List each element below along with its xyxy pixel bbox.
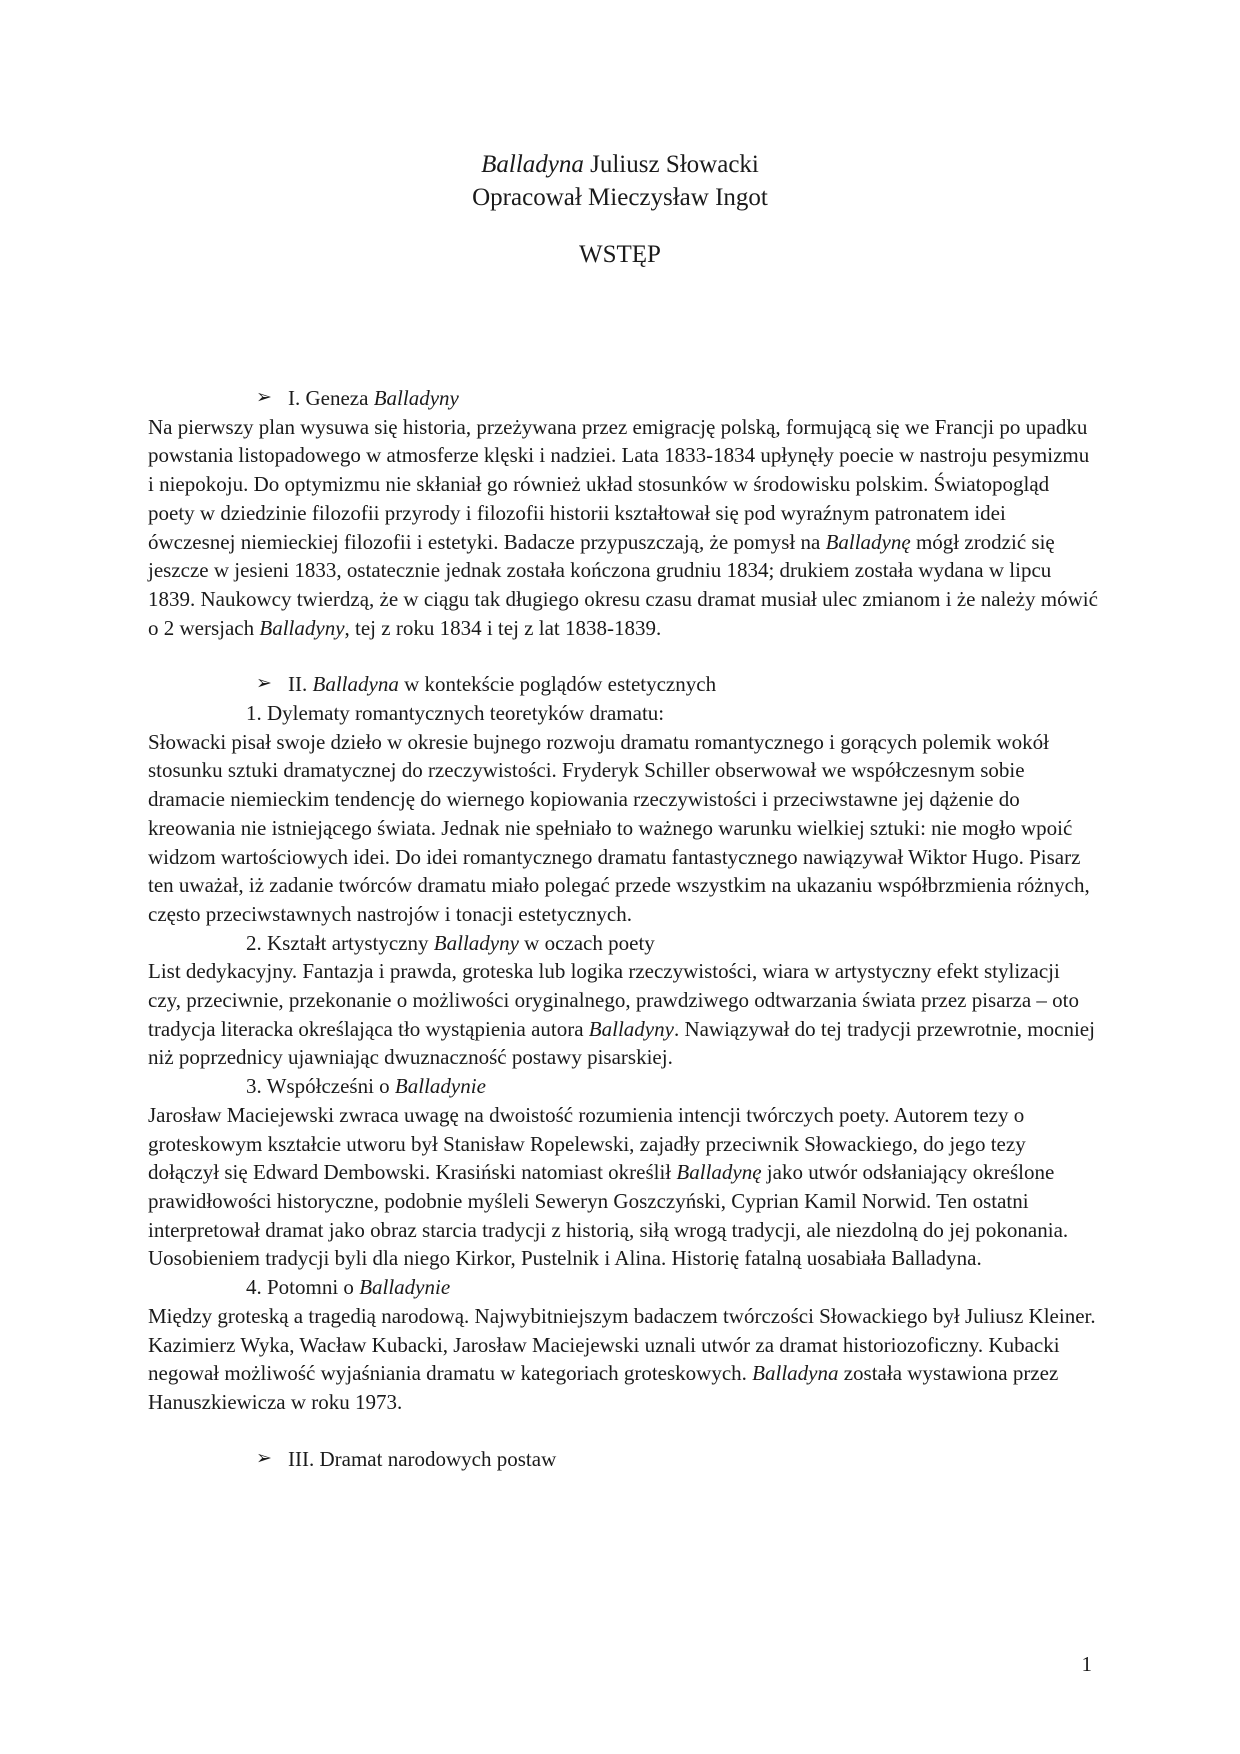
title-author: Juliusz Słowacki (583, 151, 759, 178)
section-heading-text: II. Balladyna w kontekście poglądów estetycznych (288, 672, 717, 697)
document-title (0, 148, 1240, 181)
section-heading-text: I. Geneza Balladyny (288, 386, 459, 410)
subsection-heading-4: 4. Potomni o Balladynie (246, 1275, 451, 1300)
arrowhead-bullet-icon: ➢ (256, 1447, 272, 1469)
arrowhead-bullet-icon: ➢ (256, 673, 272, 695)
subsection-4-paragraph: Między groteską a tragedią narodową. Najwybitniejszym badaczem twórczości Słowackiego był Juliusz Kleiner. Kazimierz Wyka, Wacław Kubacki, Jarosław Maciejewski uznali utwór za dramat historiozoficzny. Kubacki negował możliwość wyjaśniania dramatu w kategoriach groteskowych. Balladyna została wystawiona przez Hanuszkiewicza w roku 1973. (148, 1303, 1096, 1414)
intro-heading: WSTĘP (579, 241, 661, 268)
document-subtitle: Opracował Mieczysław Ingot (472, 184, 768, 211)
section-heading-text: III. Dramat narodowych postaw (288, 1446, 557, 1471)
section-1-paragraph: Na pierwszy plan wysuwa się historia, przeżywana przez emigrację polską, formującą się we Francji po upadku powstania listopadowego w atmosferze klęski i nadziei. Lata 1833-1834 upłynęły poecie w nastroju pesymizmu i niepokoju. Do optymizmu nie skłaniał go również układ stosunków w środowisku polskim. Światopogląd poety w dziedzinie filozofii przyrody i filozofii historii kształtował się pod wyraźnym patronatem idei ówczesnej niemieckiej filozofii i estetyki. Badacze przypuszczają, że pomysł na Balladynę mógł zrodzić się jeszcze w jesieni 1833, ostatecznie jednak została kończona grudniu 1834; drukiem została wydana w lipcu 1839. Naukowcy twierdzą, że w ciągu tak długiego okresu czasu dramat musiał ulec zmianom i że należy mówić o 2 wersjach Balladyny, tej z roku 1834 i tej z lat 1838-1839. (148, 414, 1098, 640)
document-body (148, 384, 1098, 1473)
subsection-2-paragraph: List dedykacyjny. Fantazja i prawda, groteska lub logika rzeczywistości, wiara w artystyczny efekt stylizacji czy, przeciwnie, przekonanie o możliwości oryginalnego, prawdziwego odtwarzania świata przez pisarza – oto tradycja literacka określająca tło wystąpienia autora Balladyny. Nawiązywał do tej tradycji przewrotnie, mocniej niż poprzednicy ujawniając dwuznaczność postawy pisarskiej. (148, 959, 1095, 1070)
page-number: 1 (1081, 1652, 1092, 1676)
title-italic-work: Balladyna (481, 151, 584, 178)
section-heading-2 (148, 670, 1098, 699)
subsection-1-paragraph: Słowacki pisał swoje dzieło w okresie bujnego rozwoju dramatu romantycznego i gorących polemik wokół stosunku sztuki dramatycznej do rzeczywistości. Fryderyk Schiller obserwował we współczesnym sobie dramacie niemieckim tendencję do wiernego kopiowania rzeczywistości i przeciwstawne jej dążenie do kreowania nie istniejącego świata. Jednak nie spełniało to ważnego warunku wielkiej sztuki: nie mogło wpoić widzom wartościowych idei. Do idei romantycznego dramatu fantastycznego nawiązywał Wiktor Hugo. Pisarz ten uważał, iż zadanie twórców dramatu miało polegać przede wszystkim na ukazaniu współbrzmienia różnych, często przeciwstawnych nastrojów i tonacji estetycznych. (148, 729, 1090, 926)
subsection-heading-3: 3. Współcześni o Balladynie (246, 1074, 486, 1099)
arrowhead-bullet-icon: ➢ (256, 387, 272, 408)
section-heading-1 (148, 384, 1098, 413)
section-heading-3 (148, 1445, 1098, 1474)
subsection-heading-1: 1. Dylematy romantycznych teoretyków dramatu: (246, 701, 665, 726)
title-block (0, 148, 1240, 271)
subsection-3-paragraph: Jarosław Maciejewski zwraca uwagę na dwoistość rozumienia intencji twórczych poety. Autorem tezy o groteskowym kształcie utworu był Stanisław Ropelewski, zajadły przeciwnik Słowackiego, do jego tezy dołączył się Edward Dembowski. Krasiński natomiast określił Balladynę jako utwór odsłaniający określone prawidłowości historyczne, podobnie myśleli Seweryn Goszczyński, Cyprian Kamil Norwid. Ten ostatni interpretował dramat jako obraz starcia tradycji z historią, siłą wrogą tradycji, ale niezdolną do jej pokonania. Uosobieniem tradycji byli dla niego Kirkor, Pustelnik i Alina. Historię fatalną uosabiała Balladyna. (148, 1102, 1069, 1271)
subsection-heading-2: 2. Kształt artystyczny Balladyny w oczach poety (246, 930, 655, 955)
